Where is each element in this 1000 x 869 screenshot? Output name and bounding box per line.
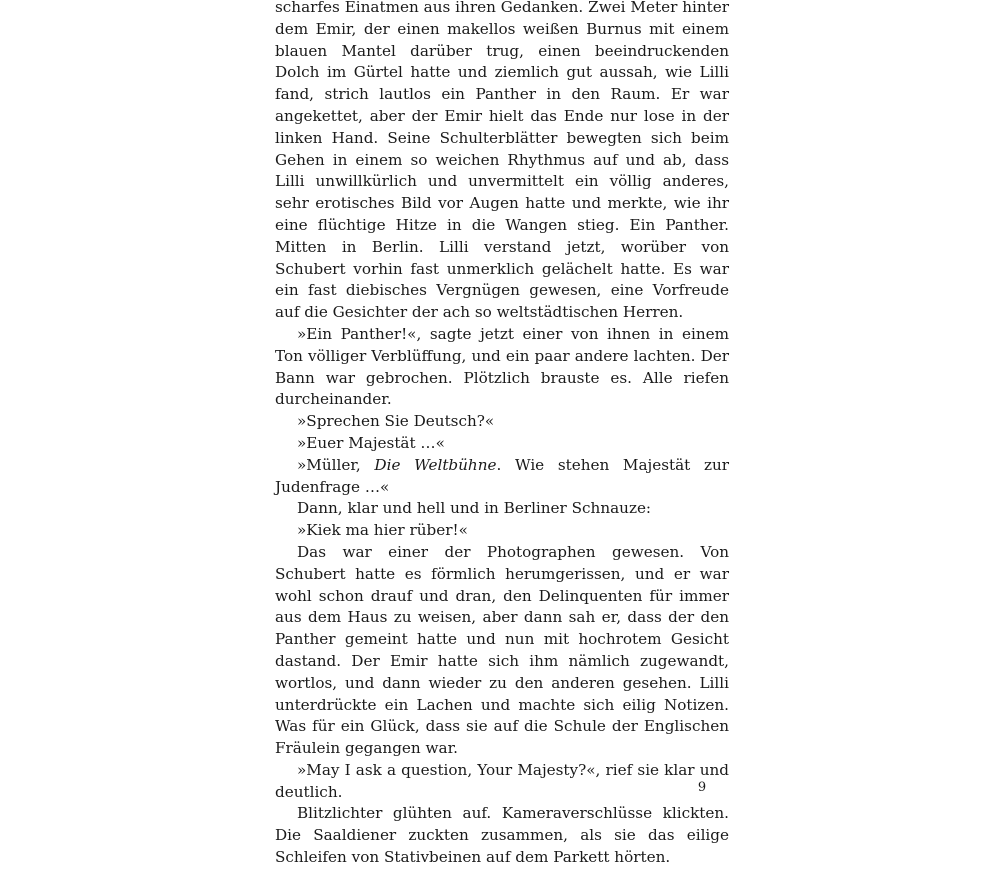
paragraph-5-after: . Wie stehen Majestät zur Judenfrage …« bbox=[275, 455, 729, 496]
paragraph-10: Blitzlichter glühten auf. Kameraverschlüsse klickten. Die Saaldiener zuckten zusammen, als sie das eilige Schleifen von Stativbeinen auf dem Parkett hörten. bbox=[275, 804, 729, 867]
paragraph-7: »Kiek ma hier rüber!« bbox=[297, 521, 468, 540]
paragraph-2: »Ein Panther!«, sagte jetzt einer von ihnen in einem Ton völliger Verblüffung, und ein paar andere lachten. Der Bann war gebrochen. Plötzlich brauste es. Alle riefen durcheinander. bbox=[275, 324, 729, 409]
paragraph-8: Das war einer der Photographen gewesen. Von Schubert hatte es förmlich herumgerissen, und er war wohl schon drauf und dran, den Delinquenten für immer aus dem Haus zu weisen, aber dann sah er, dass der den Panther gemeint hatte und nun mit hochrotem Gesicht dastand. Der Emir hatte sich ihm nämlich zugewandt, wortlos, und dann wieder zu den anderen gesehen. Lilli unterdrückte ein Lachen und machte sich eilig Notizen. Was für ein Glück, dass sie auf die Schule der Englischen Fräulein gegangen war. bbox=[275, 542, 729, 758]
paragraph-5-italic-title: Die Weltbühne bbox=[374, 455, 497, 474]
body-text bbox=[275, 0, 729, 869]
page-number: 9 bbox=[697, 780, 707, 795]
paragraph-5-before: »Müller, bbox=[297, 455, 375, 474]
paragraph-9: »May I ask a question, Your Majesty?«, rief sie klar und deutlich. bbox=[275, 760, 729, 801]
paragraph-3: »Sprechen Sie Deutsch?« bbox=[297, 412, 495, 431]
paragraph-1: scharfes Einatmen aus ihren Gedanken. Zwei Meter hinter dem Emir, der einen makellos weißen Burnus mit einem blauen Mantel darüber trug, einen beeindruckenden Dolch im Gürtel hatte und ziemlich gut aussah, wie Lilli fand, strich lautlos ein Panther in den Raum. Er war angekettet, aber der Emir hielt das Ende nur lose in der linken Hand. Seine Schulterblätter bewegten sich beim Gehen in einem so weichen Rhythmus auf und ab, dass Lilli unwillkürlich und unvermittelt ein völlig anderes, sehr erotisches Bild vor Augen hatte und merkte, wie ihr eine flüchtige Hitze in die Wangen stieg. Ein Panther. Mitten in Berlin. Lilli verstand jetzt, worüber von Schubert vorhin fast unmerklich gelächelt hatte. Es war ein fast diebisches Vergnügen gewesen, eine Vorfreude auf die Gesichter der ach so weltstädtischen Herren. bbox=[275, 0, 729, 322]
paragraph-6: Dann, klar und hell und in Berliner Schnauze: bbox=[297, 499, 652, 518]
paragraph-4: »Euer Majestät …« bbox=[297, 433, 445, 452]
paragraph-5 bbox=[275, 455, 729, 499]
